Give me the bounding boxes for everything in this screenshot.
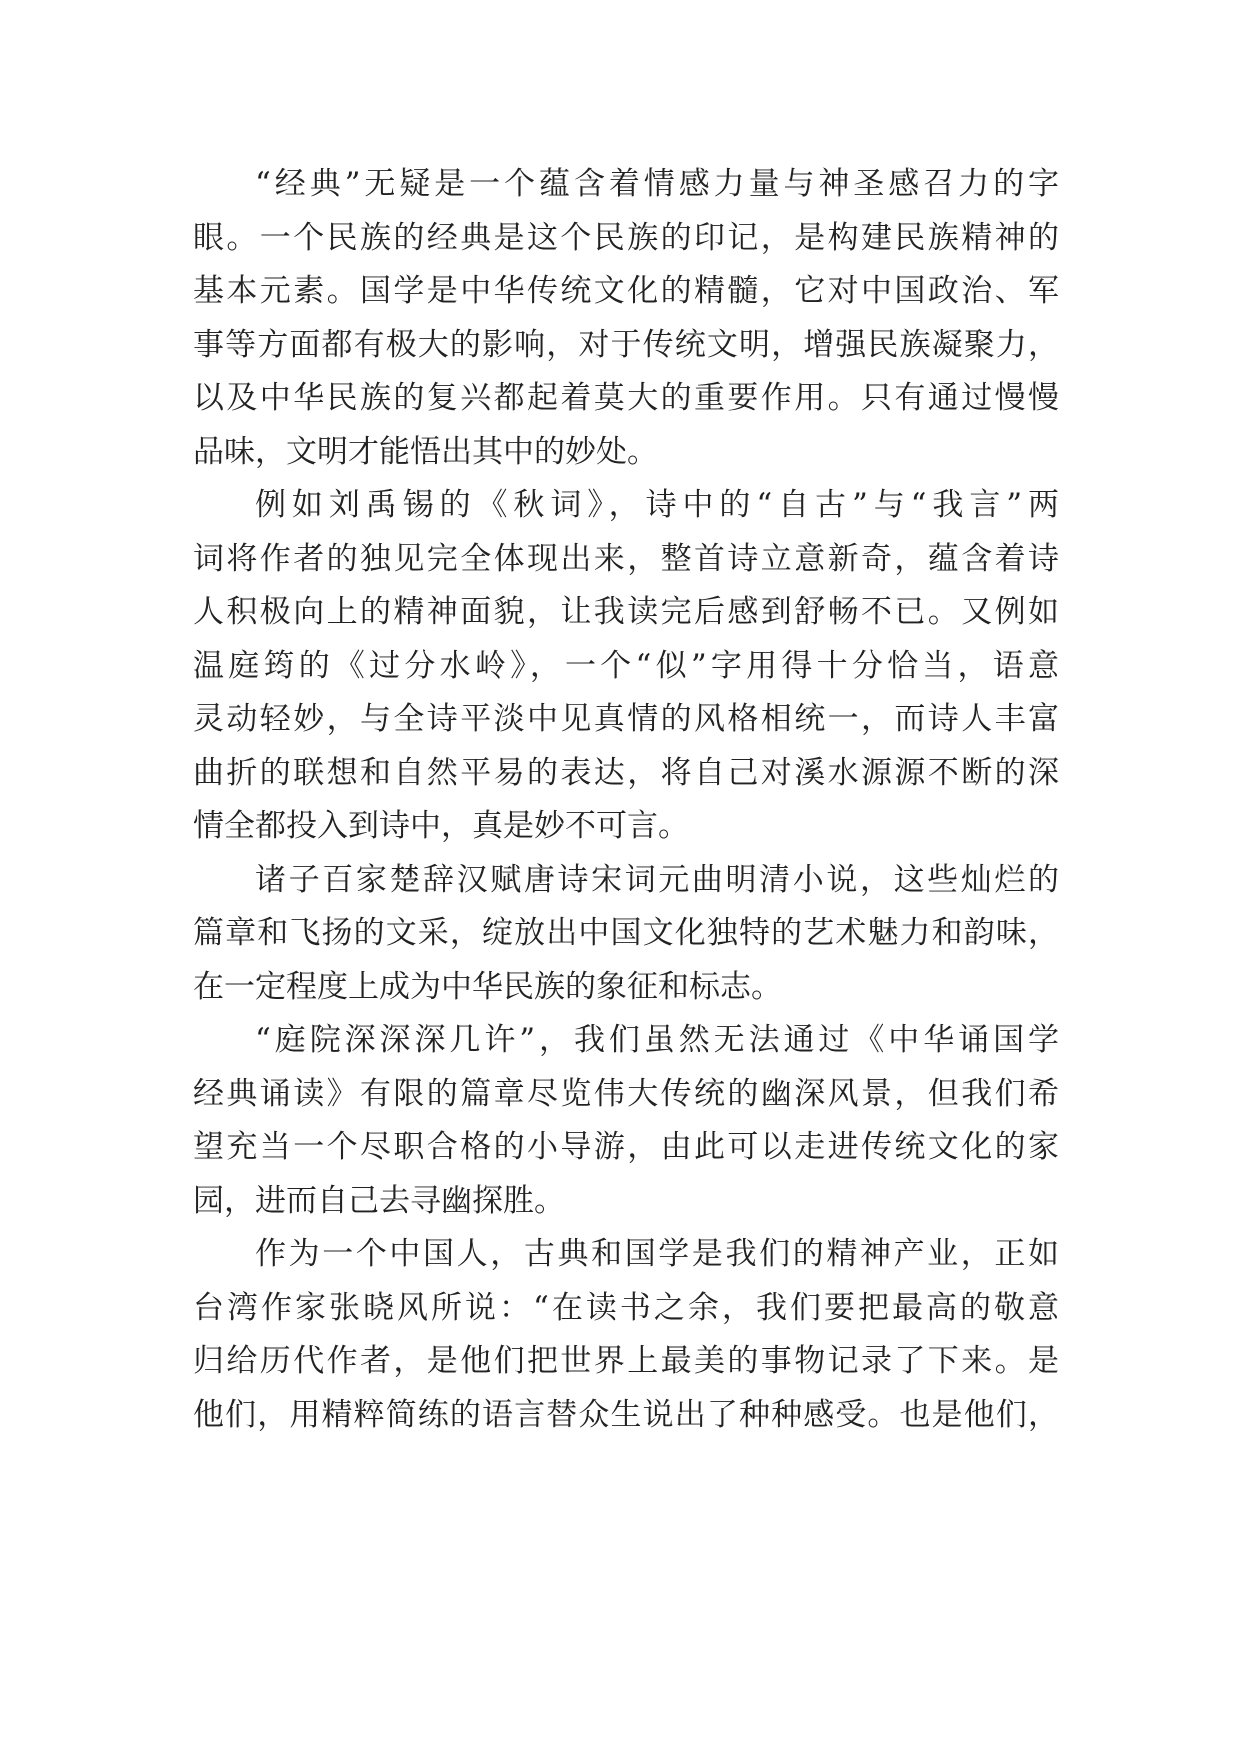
paragraph-line: 在一定程度上成为中华民族的象征和标志。 [193, 968, 782, 1005]
paragraph-line: 归给历代作者，是他们把世界上最美的事物记录了下来。是 [193, 1343, 1059, 1379]
paragraph-line: 园，进而自己去寻幽探胜。 [193, 1182, 565, 1219]
paragraph-line: 词将作者的独见完全体现出来，整首诗立意新奇，蕴含着诗 [193, 540, 1059, 577]
paragraph-line: 基本元素。国学是中华传统文化的精髓，它对中国政治、军 [193, 273, 1059, 309]
paragraph-line: 诸子百家楚辞汉赋唐诗宋词元曲明清小说，这些灿烂的 [255, 861, 1059, 898]
paragraph-line: 作为一个中国人，古典和国学是我们的精神产业，正如 [255, 1236, 1059, 1272]
paragraph-line: 人积极向上的精神面貌，让我读完后感到舒畅不已。又例如 [193, 594, 1059, 630]
paragraph-line: 以及中华民族的复兴都起着莫大的重要作用。只有通过慢慢 [193, 380, 1059, 416]
paragraph-line: 事等方面都有极大的影响，对于传统文明，增强民族凝聚力， [193, 326, 1059, 363]
paragraph-line: 他们，用精粹简练的语言替众生说出了种种感受。也是他们， [193, 1396, 1059, 1433]
paragraph-line: 灵动轻妙，与全诗平淡中见真情的风格相统一，而诗人丰富 [193, 701, 1059, 737]
paragraph-line: 温庭筠的《过分水岭》，一个“似”字用得十分恰当，语意 [193, 647, 1059, 684]
paragraph-line: 台湾作家张晓风所说：“在读书之余，我们要把最高的敬意 [193, 1289, 1059, 1326]
document-body [193, 158, 1059, 1442]
paragraph-line: 经典诵读》有限的篇章尽览伟大传统的幽深风景，但我们希 [193, 1075, 1059, 1112]
paragraph-line: 情全都投入到诗中，真是妙不可言。 [193, 808, 689, 844]
paragraph-line: 曲折的联想和自然平易的表达，将自己对溪水源源不断的深 [193, 754, 1059, 791]
paragraph-line: “经典”无疑是一个蕴含着情感力量与神圣感召力的字 [255, 166, 1059, 202]
paragraph-line: 例如刘禹锡的《秋词》，诗中的“自古”与“我言”两 [255, 487, 1059, 523]
paragraph-line: 品味，文明才能悟出其中的妙处。 [193, 433, 658, 470]
paragraph-line: 眼。一个民族的经典是这个民族的印记，是构建民族精神的 [193, 219, 1059, 256]
paragraph-line: 篇章和飞扬的文采，绽放出中国文化独特的艺术魅力和韵味， [193, 915, 1059, 951]
paragraph-line: “庭院深深深几许”，我们虽然无法通过《中华诵国学 [255, 1022, 1059, 1058]
paragraph-line: 望充当一个尽职合格的小导游，由此可以走进传统文化的家 [193, 1129, 1059, 1165]
